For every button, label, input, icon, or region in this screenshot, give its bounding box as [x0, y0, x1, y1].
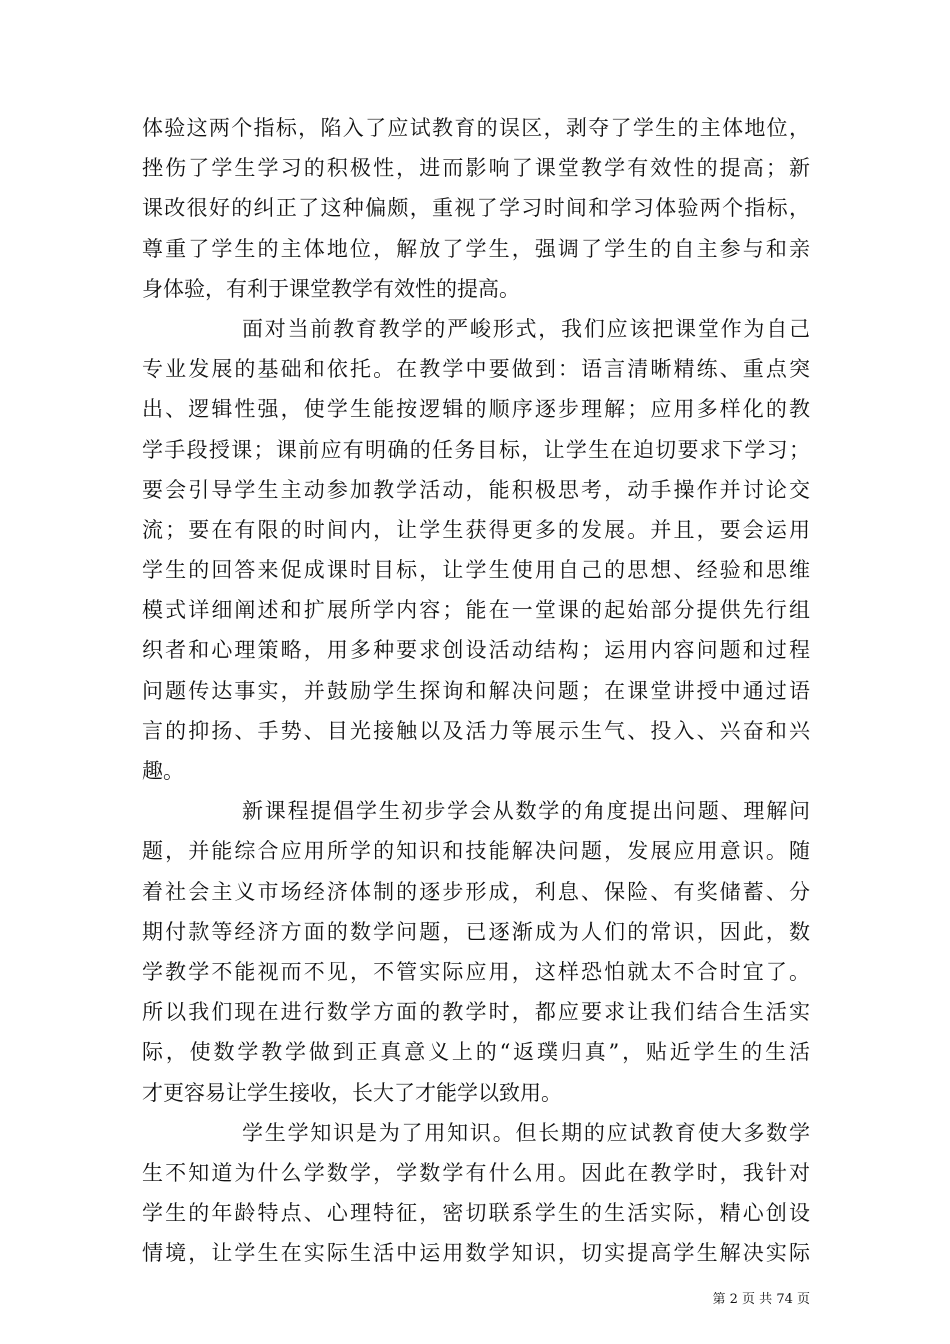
text-line: 课改很好的纠正了这种偏颇，重视了学习时间和学习体验两个指标，	[142, 196, 810, 221]
text-line: 出、逻辑性强，使学生能按逻辑的顺序逐步理解；应用多样化的教	[142, 397, 810, 422]
paragraph-4	[142, 1113, 810, 1274]
text-line: 面对当前教育教学的严峻形式，我们应该把课堂作为自己	[242, 316, 810, 341]
text-line: 情境，让学生在实际生活中运用数学知识，切实提高学生解决实际	[142, 1241, 810, 1266]
paragraph-3	[142, 791, 810, 1113]
text-line: 织者和心理策略，用多种要求创设活动结构；运用内容问题和过程	[142, 638, 810, 663]
text-line: 学生的年龄特点、心理特征，密切联系学生的生活实际，精心创设	[142, 1201, 810, 1226]
text-line: 生不知道为什么学数学，学数学有什么用。因此在教学时，我针对	[142, 1160, 810, 1185]
text-line: 学教学不能视而不见，不管实际应用，这样恐怕就太不合时宜了。	[142, 959, 810, 984]
text-line: 学生的回答来促成课时目标，让学生使用自己的思想、经验和思维	[142, 558, 810, 583]
text-line: 体验这两个指标，陷入了应试教育的误区，剥夺了学生的主体地位，	[142, 116, 810, 140]
text-line: 着社会主义市场经济体制的逐步形成，利息、保险、有奖储蓄、分	[142, 879, 810, 904]
text-line: 模式详细阐述和扩展所学内容；能在一堂课的起始部分提供先行组	[142, 598, 810, 623]
text-line: 所以我们现在进行数学方面的教学时，都应要求让我们结合生活实	[142, 1000, 810, 1025]
paragraph-1	[142, 108, 810, 309]
text-line: 尊重了学生的主体地位，解放了学生，强调了学生的自主参与和亲	[142, 236, 810, 261]
body-text	[142, 108, 810, 1273]
text-line: 挫伤了学生学习的积极性，进而影响了课堂教学有效性的提高；新	[142, 156, 810, 181]
text-line: 要会引导学生主动参加教学活动，能积极思考，动手操作并讨论交	[142, 477, 810, 502]
text-line: 身体验，有利于课堂教学有效性的提高。	[142, 276, 520, 301]
text-line: 际，使数学教学做到正真意义上的“返璞归真”，贴近学生的生活	[142, 1040, 810, 1065]
text-line: 才更容易让学生接收，长大了才能学以致用。	[142, 1080, 562, 1105]
text-line: 新课程提倡学生初步学会从数学的角度提出问题、理解问	[242, 799, 810, 824]
text-line: 流；要在有限的时间内，让学生获得更多的发展。并且，要会运用	[142, 517, 810, 542]
text-line: 专业发展的基础和依托。在教学中要做到：语言清晰精练、重点突	[142, 357, 810, 382]
text-line: 趣。	[142, 759, 184, 783]
paragraph-2	[142, 309, 810, 791]
text-line: 学生学知识是为了用知识。但长期的应试教育使大多数学	[242, 1120, 810, 1145]
text-line: 期付款等经济方面的数学问题，已逐渐成为人们的常识，因此，数	[142, 919, 810, 944]
text-line: 言的抑扬、手势、目光接触以及活力等展示生气、投入、兴奋和兴	[142, 718, 810, 743]
text-line: 学手段授课；课前应有明确的任务目标，让学生在迫切要求下学习；	[142, 437, 810, 462]
text-line: 题，并能综合应用所学的知识和技能解决问题，发展应用意识。随	[142, 839, 810, 864]
page-number: 第 2 页 共 74 页	[712, 1292, 810, 1307]
text-line: 问题传达事实，并鼓励学生探询和解决问题；在课堂讲授中通过语	[142, 678, 810, 703]
